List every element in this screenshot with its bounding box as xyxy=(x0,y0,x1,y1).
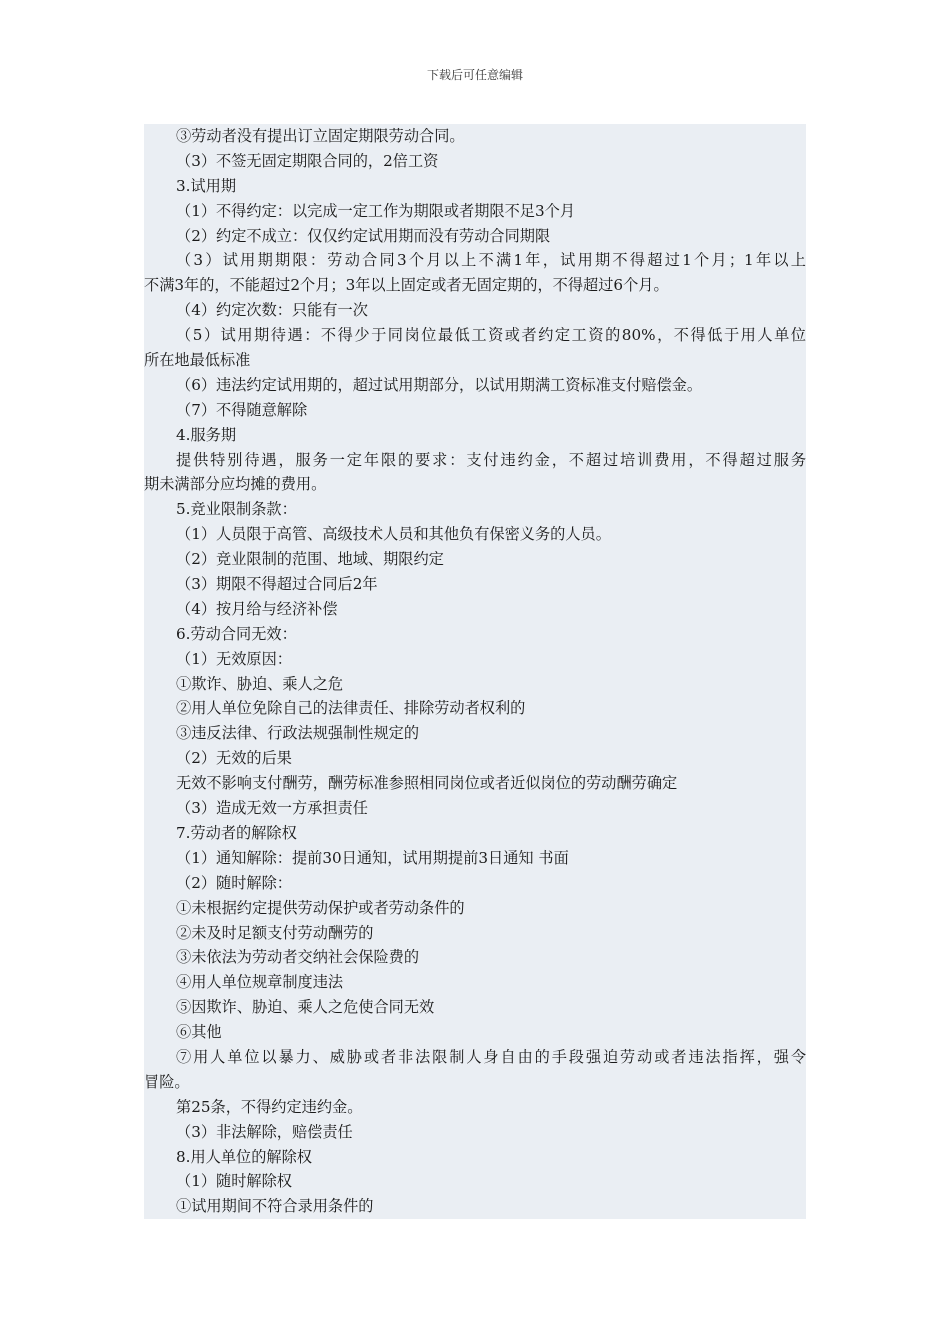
document-line: 所在地最低标准 xyxy=(144,351,251,370)
document-line: ①未根据约定提供劳动保护或者劳动条件的 xyxy=(176,898,465,917)
document-line: （6）违法约定试用期的，超过试用期部分，以试用期满工资标准支付赔偿金。 xyxy=(176,375,703,394)
document-line: ②未及时足额支付劳动酬劳的 xyxy=(176,923,374,942)
document-line: （3）试用期期限：劳动合同3个月以上不满1年，试用期不得超过1个月；1年以上 xyxy=(176,251,806,270)
document-line: （2）竞业限制的范围、地域、期限约定 xyxy=(176,550,444,569)
document-line: （1）不得约定：以完成一定工作为期限或者期限不足3个月 xyxy=(176,201,576,220)
document-line: 冒险。 xyxy=(144,1072,190,1091)
document-line: （3）造成无效一方承担责任 xyxy=(176,799,368,818)
document-line: （1）随时解除权 xyxy=(176,1172,292,1191)
document-line: ⑥其他 xyxy=(176,1023,222,1042)
document-line: ⑦用人单位以暴力、威胁或者非法限制人身自由的手段强迫劳动或者违法指挥，强令 xyxy=(176,1047,806,1066)
document-line: ③违反法律、行政法规强制性规定的 xyxy=(176,724,419,743)
document-line: 第25条，不得约定违约金。 xyxy=(176,1097,363,1116)
document-line: （3）非法解除，赔偿责任 xyxy=(176,1122,353,1141)
document-line: ④用人单位规章制度违法 xyxy=(176,973,344,992)
document-line: 6.劳动合同无效： xyxy=(176,624,297,643)
document-line: （7）不得随意解除 xyxy=(176,400,308,419)
document-line: 5.竞业限制条款： xyxy=(176,500,297,519)
document-line: （2）无效的后果 xyxy=(176,749,292,768)
document-line: ①试用期间不符合录用条件的 xyxy=(176,1197,374,1216)
document-line: ③劳动者没有提出订立固定期限劳动合同。 xyxy=(176,127,465,145)
document-line: 8.用人单位的解除权 xyxy=(176,1147,312,1166)
document-line: （1）人员限于高管、高级技术人员和其他负有保密义务的人员。 xyxy=(176,525,611,544)
document-line: 提供特别待遇，服务一定年限的要求：支付违约金，不超过培训费用，不得超过服务 xyxy=(176,450,806,469)
document-line: 期未满部分应均摊的费用。 xyxy=(144,475,327,494)
document-line: 不满3年的，不能超过2个月；3年以上固定或者无固定期的，不得超过6个月。 xyxy=(144,276,669,295)
document-line: （1）通知解除：提前30日通知，试用期提前3日通知 书面 xyxy=(176,848,569,867)
document-body xyxy=(144,124,806,1219)
document-line: （2）随时解除： xyxy=(176,873,292,892)
document-line: （3）期限不得超过合同后2年 xyxy=(176,575,378,594)
document-line: 无效不影响支付酬劳，酬劳标准参照相同岗位或者近似岗位的劳动酬劳确定 xyxy=(176,774,678,793)
document-line: ②用人单位免除自己的法律责任、排除劳动者权利的 xyxy=(176,699,526,718)
document-line: ⑤因欺诈、胁迫、乘人之危使合同无效 xyxy=(176,998,435,1017)
document-line: （1）无效原因： xyxy=(176,649,292,668)
document-line: 4.服务期 xyxy=(176,425,237,444)
page-header: 下载后可任意编辑 xyxy=(426,68,523,82)
document-line: 3.试用期 xyxy=(176,176,237,195)
document-line: （4）约定次数：只能有一次 xyxy=(176,301,368,320)
document-line: （4）按月给与经济补偿 xyxy=(176,599,338,618)
document-line: ①欺诈、胁迫、乘人之危 xyxy=(176,674,344,693)
document-line: 7.劳动者的解除权 xyxy=(176,823,297,842)
document-line: （2）约定不成立：仅仅约定试用期而没有劳动合同期限 xyxy=(176,226,551,245)
document-line: （5）试用期待遇：不得少于同岗位最低工资或者约定工资的80%，不得低于用人单位 xyxy=(176,326,806,345)
document-line: ③未依法为劳动者交纳社会保险费的 xyxy=(176,948,419,967)
document-line: （3）不签无固定期限合同的，2倍工资 xyxy=(176,151,439,170)
